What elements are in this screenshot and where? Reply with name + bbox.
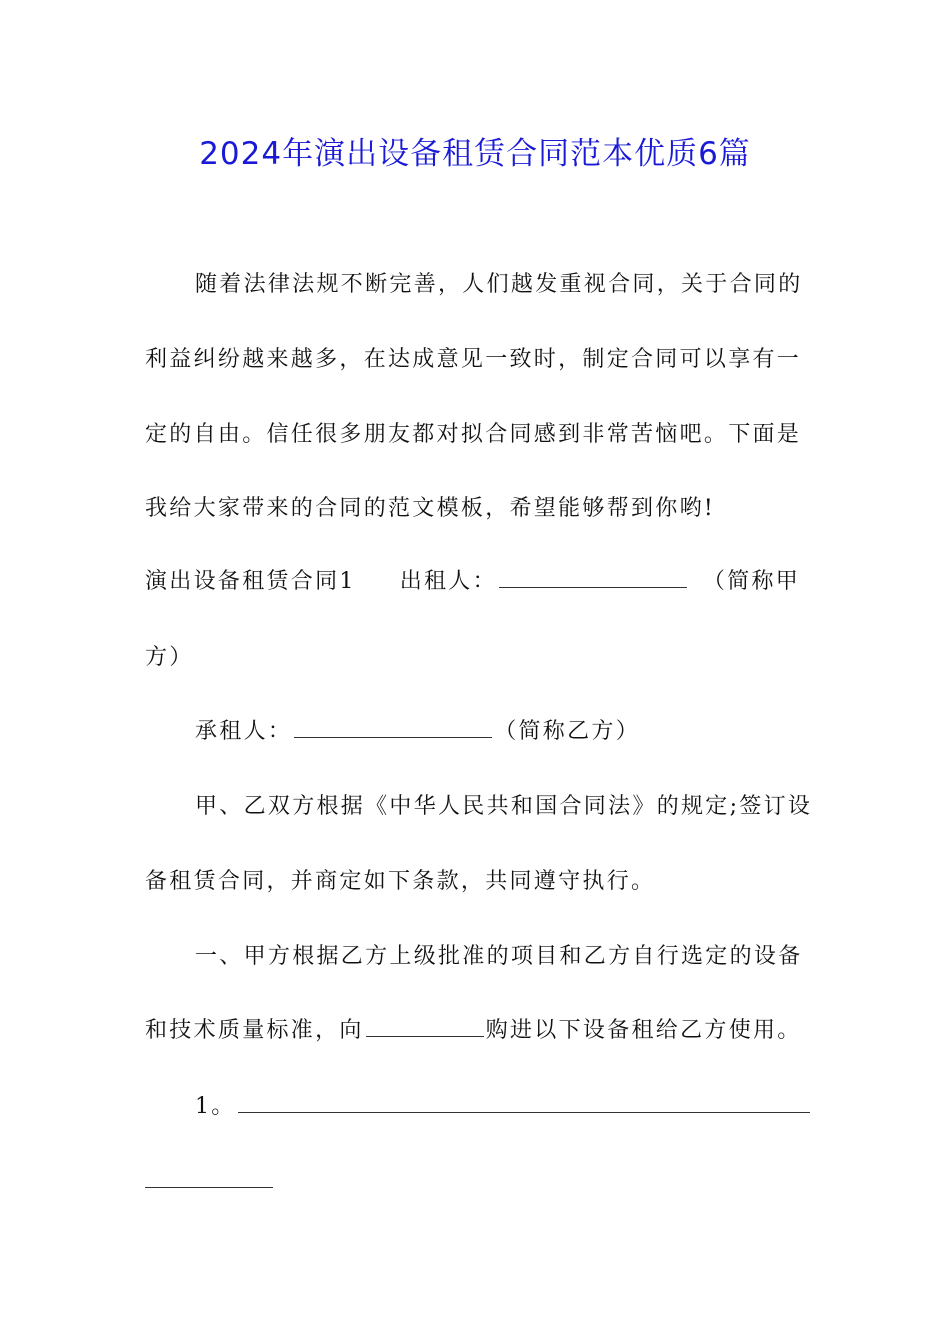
item1-blank-continued xyxy=(145,1169,273,1188)
contract-heading: 演出设备租赁合同1 xyxy=(145,569,356,594)
intro-line-2: 利益纠纷越来越多，在达成意见一致时，制定合同可以享有一 xyxy=(145,347,802,372)
clause-basis-line-2: 备租赁合同，并商定如下条款，共同遵守执行。 xyxy=(145,869,656,894)
lessee-blank xyxy=(294,719,492,738)
lessor-suffix-line: 方） xyxy=(145,645,194,670)
supplier-blank xyxy=(366,1018,484,1037)
lessor-blank xyxy=(499,569,687,588)
lessee-suffix: （简称乙方） xyxy=(494,719,641,744)
lessor-line xyxy=(145,567,810,597)
lessee-line xyxy=(195,717,860,747)
document-title: 2024年演出设备租赁合同范本优质6篇 xyxy=(199,136,751,172)
clause1-line-2 xyxy=(145,1016,810,1046)
lessee-label: 承租人： xyxy=(195,719,293,744)
intro-line-1: 随着法律法规不断完善，人们越发重视合同，关于合同的 xyxy=(195,272,803,297)
lessor-label: 出租人： xyxy=(399,569,497,594)
clause-basis-line-1: 甲、乙双方根据《中华人民共和国合同法》的规定;签订设 xyxy=(195,794,813,819)
clause1-line-1: 一、甲方根据乙方上级批准的项目和乙方自行选定的设备 xyxy=(195,944,803,969)
item1-label: 1。 xyxy=(195,1094,236,1119)
clause1-post: 购进以下设备租给乙方使用。 xyxy=(485,1018,802,1043)
item1-continuation xyxy=(145,1167,810,1197)
clause1-pre: 和技术质量标准，向 xyxy=(145,1018,364,1043)
intro-line-3: 定的自由。信任很多朋友都对拟合同感到非常苦恼吧。下面是 xyxy=(145,422,802,447)
intro-line-4: 我给大家带来的合同的范文模板，希望能够帮到你哟! xyxy=(145,496,716,521)
lessor-suffix: （简称甲 xyxy=(702,569,801,594)
item1-line xyxy=(195,1092,860,1122)
item1-blank xyxy=(238,1094,810,1113)
